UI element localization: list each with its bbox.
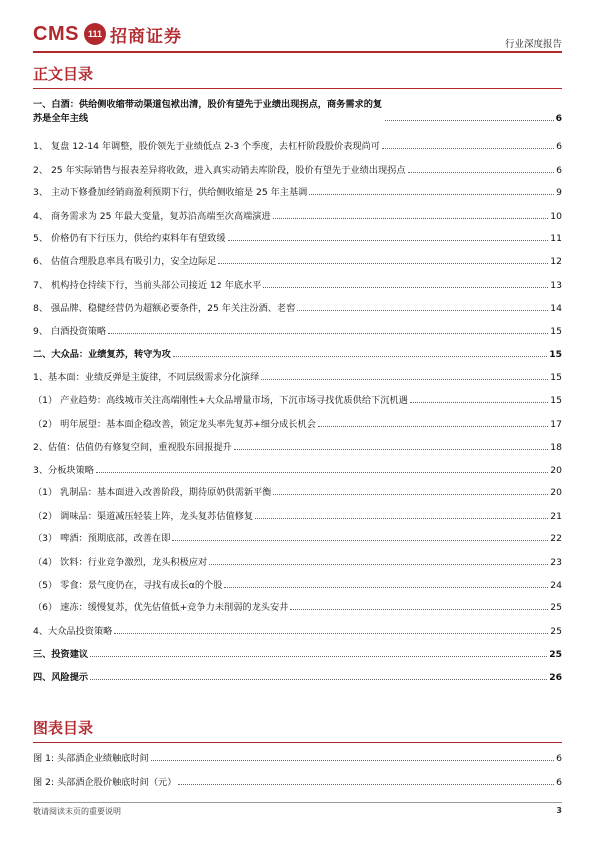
entry-page: 11	[550, 233, 562, 244]
toc-entry[interactable]	[33, 577, 562, 591]
entry-title: （1） 产业趋势：高线城市关注高端刚性+大众品增量市场，下沉市场寻找优质供给下沉机遇	[33, 395, 408, 406]
toc-entry[interactable]	[33, 462, 562, 476]
dot-leader	[309, 194, 554, 195]
entry-title: （2） 调味品：渠道减压轻装上阵，龙头复苏估值修复	[33, 511, 254, 522]
toc-title: 正文目录	[33, 65, 94, 83]
entry-title: （2） 明年展望：基本面企稳改善，锁定龙头率先复苏+细分成长机会	[33, 419, 316, 430]
dot-leader	[151, 760, 554, 761]
entry-title: 一、白酒：供给侧收缩带动渠道包袱出清，股价有望先于业绩出现拐点，商务需求的复苏是全年主线	[33, 99, 383, 124]
toc-entry[interactable]	[33, 669, 562, 683]
entry-page: 25	[549, 649, 562, 660]
report-type: 行业深度报告	[504, 39, 562, 50]
entry-title: 7、 机构持仓持续下行，当前头部公司接近 12 年底水平	[33, 280, 262, 291]
entry-page: 15	[550, 395, 562, 406]
entry-title: 6、 估值合理股息率具有吸引力，安全边际足	[33, 256, 217, 267]
entry-title: 8、 强品牌、稳健经营仍为超额必要条件，25 年关注汾酒、老窖	[33, 303, 296, 314]
footer-divider	[33, 802, 562, 803]
dot-leader	[224, 587, 548, 588]
dot-leader	[108, 333, 548, 334]
entry-title: 4、 商务需求为 25 年最大变量，复苏沿高端至次高端演进	[33, 211, 271, 222]
dot-leader	[90, 656, 547, 657]
toc-entry[interactable]	[33, 300, 562, 314]
entry-page: 6	[556, 753, 562, 764]
dot-leader	[408, 172, 555, 173]
toc-entry[interactable]	[33, 439, 562, 453]
entry-page: 6	[556, 777, 562, 788]
dot-leader	[90, 679, 547, 680]
entry-page: 6	[556, 141, 562, 152]
entry-title: 4、大众品投资策略	[33, 626, 113, 637]
toc-entry[interactable]	[33, 484, 562, 498]
dot-leader	[263, 287, 548, 288]
company-logo	[33, 20, 182, 48]
entry-title: 9、 白酒投资策略	[33, 326, 107, 337]
toc-entry[interactable]	[33, 554, 562, 568]
logo-latin-text: CMS	[33, 22, 79, 45]
dot-leader	[234, 449, 549, 450]
dot-leader	[261, 379, 548, 380]
entry-page: 13	[550, 280, 562, 291]
toc-entry[interactable]	[33, 416, 562, 430]
entry-title: 三、投资建议	[33, 649, 89, 660]
toc-entry[interactable]	[33, 208, 562, 222]
entry-page: 18	[550, 442, 562, 453]
entry-page: 6	[555, 113, 562, 124]
entry-title: 5、 价格仍有下行压力，供给约束料年有望致缓	[33, 233, 226, 244]
figure-entry[interactable]	[33, 750, 562, 764]
toc-entry[interactable]	[33, 184, 562, 198]
entry-title: （5） 零食：景气度仍在，寻找有成长α的个股	[33, 580, 223, 591]
dot-leader	[273, 494, 548, 495]
dot-leader	[410, 402, 549, 403]
entry-page: 15	[549, 349, 562, 360]
toc-entry[interactable]	[33, 138, 562, 152]
entry-page: 26	[549, 672, 562, 683]
dot-leader	[178, 784, 554, 785]
entry-page: 25	[550, 626, 562, 637]
logo-chinese-text: 招商证券	[109, 26, 182, 47]
entry-title: （1） 乳制品：基本面进入改善阶段，期待原奶供需新平衡	[33, 487, 272, 498]
entry-title: （3） 啤酒：预期底部，改善在即	[33, 533, 171, 544]
toc-entry[interactable]	[33, 162, 562, 176]
logo-mark-icon: 111	[84, 23, 106, 45]
dot-leader	[290, 609, 548, 610]
toc-entry[interactable]	[33, 392, 562, 406]
toc-entry[interactable]	[33, 96, 562, 124]
entry-title: 二、大众品：业绩复苏，转守为攻	[33, 349, 171, 360]
entry-title: 3、 主动下修叠加经销商盈利预期下行，供给侧收缩是 25 年主基调	[33, 187, 308, 198]
toc-entry[interactable]	[33, 253, 562, 267]
entry-page: 12	[550, 256, 562, 267]
entry-page: 25	[550, 602, 562, 613]
entry-page: 14	[550, 303, 562, 314]
entry-page: 24	[550, 580, 562, 591]
toc-entry[interactable]	[33, 623, 562, 637]
toc-entry[interactable]	[33, 346, 562, 360]
toc-title-divider	[33, 88, 562, 89]
toc-entry[interactable]	[33, 323, 562, 337]
toc-entry[interactable]	[33, 599, 562, 613]
dot-leader	[382, 148, 554, 149]
entry-page: 23	[550, 557, 562, 568]
dot-leader	[114, 633, 548, 634]
dot-leader	[297, 310, 548, 311]
figure-entry[interactable]	[33, 774, 562, 788]
dot-leader	[385, 120, 554, 121]
page-header	[0, 0, 595, 50]
dot-leader	[228, 240, 549, 241]
toc-entry[interactable]	[33, 508, 562, 522]
figures-title: 图表目录	[33, 719, 94, 737]
footer-disclaimer: 敬请阅读末页的重要说明	[33, 807, 121, 816]
header-divider	[33, 51, 562, 53]
entry-page: 21	[550, 511, 562, 522]
entry-title: 四、风险提示	[33, 672, 89, 683]
entry-title: 3、分板块策略	[33, 465, 94, 476]
dot-leader	[173, 356, 547, 357]
entry-title: （4） 饮料：行业竞争激烈，龙头积极应对	[33, 557, 208, 568]
figures-title-divider	[33, 742, 562, 743]
dot-leader	[218, 263, 548, 264]
entry-page: 15	[550, 372, 562, 383]
dot-leader	[209, 564, 548, 565]
entry-title: （6） 速冻：缓慢复苏，优先估值低+竞争力未削弱的龙头安井	[33, 602, 289, 613]
entry-title: 2、估值：估值仍有修复空间，重视股东回报提升	[33, 442, 232, 453]
entry-title: 1、基本面：业绩反弹是主旋律，不同层级需求分化演绎	[33, 372, 260, 383]
toc-entry[interactable]	[33, 369, 562, 383]
dot-leader	[96, 472, 548, 473]
toc-entry[interactable]	[33, 230, 562, 244]
entry-title: 2、 25 年实际销售与报表差异将收敛，进入真实动销去库阶段，股价有望先于业绩出现拐点	[33, 165, 406, 176]
entry-page: 6	[556, 165, 562, 176]
dot-leader	[255, 518, 548, 519]
entry-page: 15	[550, 326, 562, 337]
toc-entry[interactable]	[33, 646, 562, 660]
dot-leader	[172, 540, 548, 541]
entry-title: 图 1: 头部酒企业绩触底时间	[33, 753, 149, 764]
toc-entry[interactable]	[33, 277, 562, 291]
entry-page: 17	[550, 419, 562, 430]
entry-page: 20	[550, 465, 562, 476]
toc-entry[interactable]	[33, 530, 562, 544]
entry-page: 22	[550, 533, 562, 544]
entry-title: 图 2: 头部酒企股价触底时间（元）	[33, 777, 177, 788]
entry-page: 20	[550, 487, 562, 498]
entry-page: 9	[556, 187, 562, 198]
page-footer	[33, 802, 562, 816]
dot-leader	[273, 218, 549, 219]
page-number: 3	[556, 806, 562, 815]
dot-leader	[318, 426, 548, 427]
entry-title: 1、 复盘 12-14 年调整，股价领先于业绩低点 2-3 个季度，去杠杆阶段股价表现尚可	[33, 141, 380, 152]
entry-page: 10	[550, 211, 562, 222]
